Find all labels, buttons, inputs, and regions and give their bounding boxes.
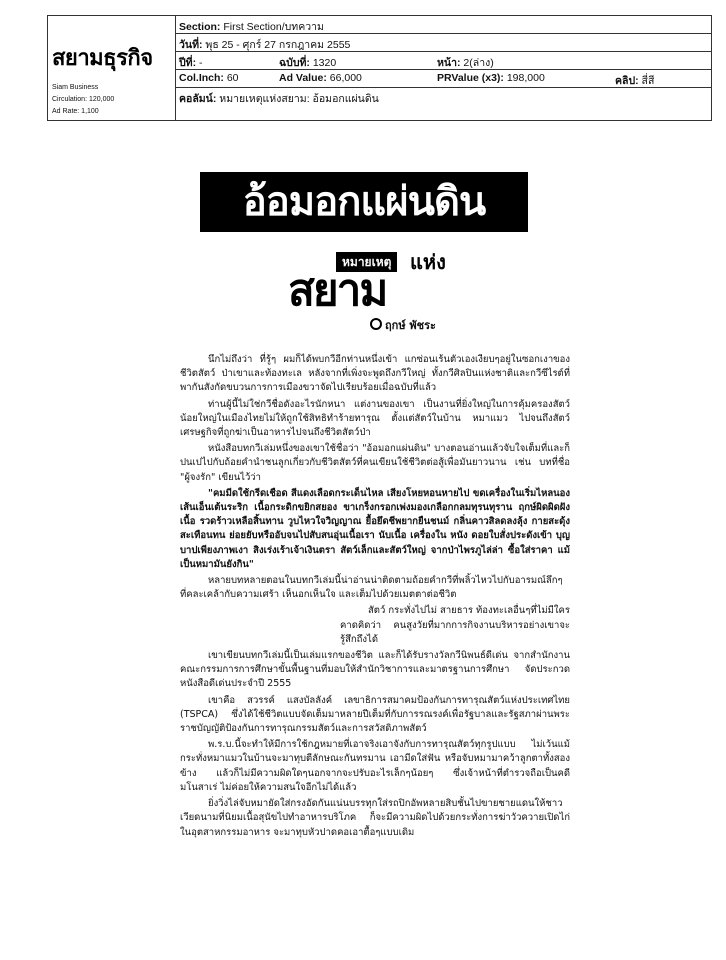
paragraph: เขาคือ สวรรค์ แสงบัลลังค์ เลขาธิการสมาคมป้องกันการทารุณสัตว์แห่งประเทศไทย (TSPCA) ซึ่งได้ใช้ชีวิตแบบจัดเต็มมาหลายปีเต็มที่กับการรณรงค์เพื่อรัฐบาลและรัฐสภาผ่านพระราชบัญญัติป้องกันการทารุณกรรมสัตว์และการสวัสดิภาพสัตว์	[180, 694, 570, 735]
clipping-info	[175, 16, 711, 120]
info-row-column	[175, 88, 711, 105]
prvalue-label: PRValue (x3):	[437, 72, 504, 84]
clip-value: สี่สี	[641, 75, 655, 87]
publication-name: Siam Business	[52, 84, 99, 91]
year-label: ปีที่:	[179, 57, 197, 69]
section-label: Section:	[179, 21, 221, 33]
column-author	[370, 316, 436, 334]
column-label: คอลัมน์:	[179, 93, 217, 105]
section-value: First Section/บทความ	[223, 21, 324, 33]
article-headline: อ้อมอกแผ่นดิน	[200, 172, 528, 232]
article-body	[180, 353, 570, 842]
info-row-section	[175, 16, 711, 34]
paragraph: ท่านผู้นี้ไม่ใช่กวีชื่อดังอะไรนักหนา แต่งานของเขา เป็นงานที่ยิ่งใหญ่ในการคุ้มครองสัตว์น้อยใหญ่ในเมืองไทยไม่ให้ถูกใช้สิทธิทำร้ายทารุณ ตั้งแต่สัตว์ในบ้าน หมาแมว ไปจนถึงสัตว์เศรษฐกิจที่ถูกฆ่าเป็นอาหารไปจนถึงชีวิตสัตว์ป่า	[180, 398, 570, 439]
year-value: -	[199, 57, 203, 69]
publication-meta	[52, 82, 114, 118]
advalue-label: Ad Value:	[279, 72, 327, 84]
author-bullet-icon	[370, 318, 382, 330]
page-value: 2(ล่าง)	[463, 57, 494, 69]
clip-label: คลิป:	[615, 75, 639, 87]
column-logo-title: สยาม	[288, 265, 387, 316]
date-label: วันที่:	[179, 39, 203, 51]
paragraph: สัตว์ กระทั่งไปไม่ สายธาร ท้องทะเลอื่นๆที่ไม่มีใครคาดคิดว่า คนสูงวัยที่มากการกิจงานบริหารอย่างเขาจะรู้สึกถึงได้	[340, 605, 571, 645]
info-row-issue	[175, 52, 711, 70]
paragraph: เขาเขียนบทกวีเล่มนี้เป็นเล่มแรกของชีวิต และก็ได้รับรางวัลกวีนิพนธ์ดีเด่น จากสำนักงานคณะกรรมการการศึกษาขั้นพื้นฐานที่มอบให้สำนักวิชาการและมาตรฐานการศึกษา จัดประกวดหนังสือดีเด่นประจำปี 2555	[180, 650, 570, 690]
clipping-header	[47, 15, 712, 121]
paragraph: ยิ่งวิ่งไล่จับหมายัดใส่กรงอัดกันแน่นบรรทุกใส่รถปิกอัพหลายสิบชั้นไปขายชายแดนให้ชาวเวียดนามที่นิยมเนื้อสุนัขไปทำอาหารบริโภค ก็จะมีความผิดไปด้วยกระทั่งการฆ่าวัวควายเปิดไก่ในอุตสาหกรรมอาหาร จะมาทุบหัวปาดคอเอาตื้อๆแบบเดิม	[180, 798, 570, 838]
info-row-date	[175, 34, 711, 52]
circulation: Circulation: 120,000	[52, 96, 115, 103]
advalue-value: 66,000	[329, 72, 362, 84]
publication-logo: สยามธุรกิจ	[52, 46, 153, 71]
ad-rate: Ad Rate: 1,100	[52, 108, 99, 115]
colinch-value: 60	[226, 72, 239, 84]
poem-quote: "คมมีดใช้กรีดเชือด สีแดงเลือดกระเด็นไหล เสียงโหยหอนหายไป ขดเครื่องในเริ่มไหลนอง เส้นเอ็นเต้นระริก เนื้อกระดิกขยิกสยอง ขาเกร็งกรอกเพ่งมองเกลือกกลมทุรนทุราน ฤกษ์ผิดผิดฝังเนื้อ รวดร้าวเหลือสิ้นทาน วูบไหวใจวิญญาณ ยื้อยึดชีพยากยืนชนม์ กลิ่นคาวสิลดลงลุ้ง กายสะดุ้งสะเทือนทน ย่อยยับหรืออับจนไปสับสนอุ่นเนื้อเรา นับเนื้อ เครื่องใน หนัง ดอยใบสั่งประดังเข้า บุญบาปเพียงภาพเงา สิงเร่งเร้าเจ้าเงินตรา สัตว์เล็กและสัตว์ใหญ่ จากป่าไพรภูไล่ล่า ซื้อใส่ราคา แม้เป็นหมามันยังกิน"	[180, 487, 570, 570]
column-logo-haeng: แห่ง	[410, 250, 446, 274]
paragraph: นึกไม่ถึงว่า ที่รู้ๆ ผมก็ได้พบกวีอีกท่านหนึ่งเข้า แกซ่อนเร้นตัวเองเงียบๆอยู่ในซอกเงาของชีวิตสัตว์ ป่าเขาและท้องทะเล หลังจากที่เพิ่งจะพูดถึงกวีใหญ่ ทั้งกวีศิลปินแห่งชาติและกวีซีไรต์ที่พากันสังกัดขบวนการการเมืองขวาจัดไปเรียบร้อยเมื่อฉบับที่แล้ว	[180, 354, 570, 394]
column-logo-badge: หมายเหตุ	[336, 252, 397, 272]
info-row-values	[175, 70, 711, 88]
column-value: หมายเหตุแห่งสยาม: อ้อมอกแผ่นดิน	[219, 93, 379, 105]
prvalue-value: 198,000	[506, 72, 545, 84]
issue-value: 1320	[312, 57, 337, 69]
paragraph: หนังสือบทกวีเล่มหนึ่งของเขาใช้ชื่อว่า "อ้อมอกแผ่นดิน" บางตอนอ่านแล้วจับใจเต็มที่และก็ปนเปไปกับถ้อยคำนำชนลูกเกี่ยวกับชีวิตสัตว์ที่คนเขียนใช้ชีวิตต่อสู้เพื่อมันยาวนาน เช่น บทที่ชื่อ "ผู้จงรัก" เขียนไว้ว่า	[180, 443, 570, 483]
column-author-name: ฤกษ์ พัชระ	[385, 319, 436, 332]
paragraph: หลายบทหลายตอนในบทกวีเล่มนี้น่าอ่านน่าติดตามถ้อยคำกวีที่พลิ้วไหวไปกับอารมณ์ลึกๆ ที่คละเคล้ากับความเศร้า เห็นอกเห็นใจ และเต็มไปด้วยเมตตาต่อชีวิต	[180, 575, 563, 601]
publication-logo-cell	[48, 16, 176, 120]
paragraph: พ.ร.บ.นี้จะทำให้มีการใช้กฎหมายที่เอาจริงเอาจังกับการทารุณสัตว์ทุกรูปแบบ ไม่เว้นแม้กระทั่งหมาแมวในบ้านจะมาทุบตีลักษณะกันทรมาน เอามีดใส่ฟัน หรือจับหมามาคว้าลูกตาทั้งสองข้าง แล้วก็ไม่มีความผิดใดๆนอกจากจะปรับอะไรเล็กๆน้อยๆ ซึ่งเจ้าหน้าที่ตำรวจถือเป็นคดีมโนสาเร่ ไม่ค่อยให้ความสนใจอีกไม่ได้แล้ว	[180, 739, 570, 793]
issue-label: ฉบับที่:	[279, 57, 310, 69]
date-value: พุธ 25 - ศุกร์ 27 กรกฎาคม 2555	[205, 39, 351, 51]
page-label: หน้า:	[437, 57, 461, 69]
colinch-label: Col.Inch:	[179, 72, 224, 84]
column-logo	[288, 246, 448, 342]
